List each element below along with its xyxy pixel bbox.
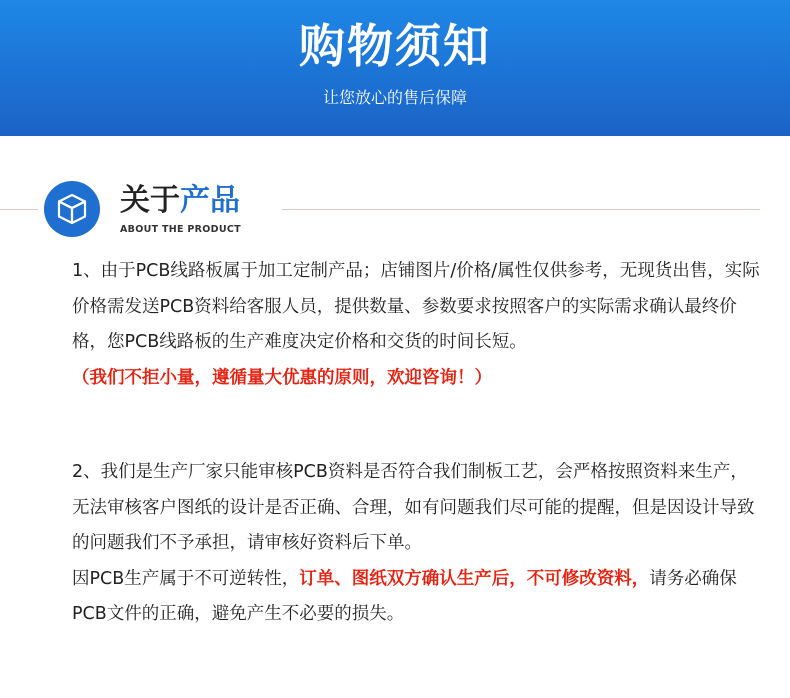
section-title bbox=[120, 183, 240, 219]
paragraph-2 bbox=[72, 455, 760, 633]
notice-highlight: 订单、图纸双方确认生产后，不可修改资料， bbox=[299, 568, 650, 589]
section-divider-right bbox=[282, 209, 760, 210]
paragraph-1-text: 1、由于PCB线路板属于加工定制产品；店铺图片/价格/属性仅供参考，无现货出售，实际价格需发送PCB资料给客服人员，提供数量、参数要求按照客户的实际需求确认最终价格，您PCB线路板的生产难度决定价格和交货的时间长短。 bbox=[72, 261, 760, 352]
header-banner bbox=[0, 0, 790, 136]
banner-subtitle: 让您放心的售后保障 bbox=[322, 88, 467, 107]
banner-title: 购物须知 bbox=[299, 19, 491, 73]
section-subtitle: ABOUT THE PRODUCT bbox=[120, 224, 241, 235]
paragraph-1 bbox=[72, 254, 760, 396]
paragraph-1-highlight: （我们不拒小量，遵循量大优惠的原则，欢迎咨询！） bbox=[72, 367, 492, 388]
section-title-highlight: 产品 bbox=[180, 183, 240, 218]
notice-prefix: 因PCB生产属于不可逆转性， bbox=[72, 568, 300, 589]
notice-suffix: 请务必确保PCB文件的正确，避免产生不必要的损失。 bbox=[72, 568, 737, 624]
section-divider-left bbox=[0, 209, 38, 210]
paragraph-2-notice bbox=[72, 562, 760, 633]
cube-icon bbox=[44, 181, 100, 237]
paragraph-2-text: 2、我们是生产厂家只能审核PCB资料是否符合我们制板工艺，会严格按照资料来生产，无法审核客户图纸的设计是否正确、合理，如有问题我们尽可能的提醒，但是因设计导致的问题我们不予承担，请审核好资料后下单。 bbox=[72, 462, 755, 553]
section-title-prefix: 关于 bbox=[120, 183, 180, 218]
